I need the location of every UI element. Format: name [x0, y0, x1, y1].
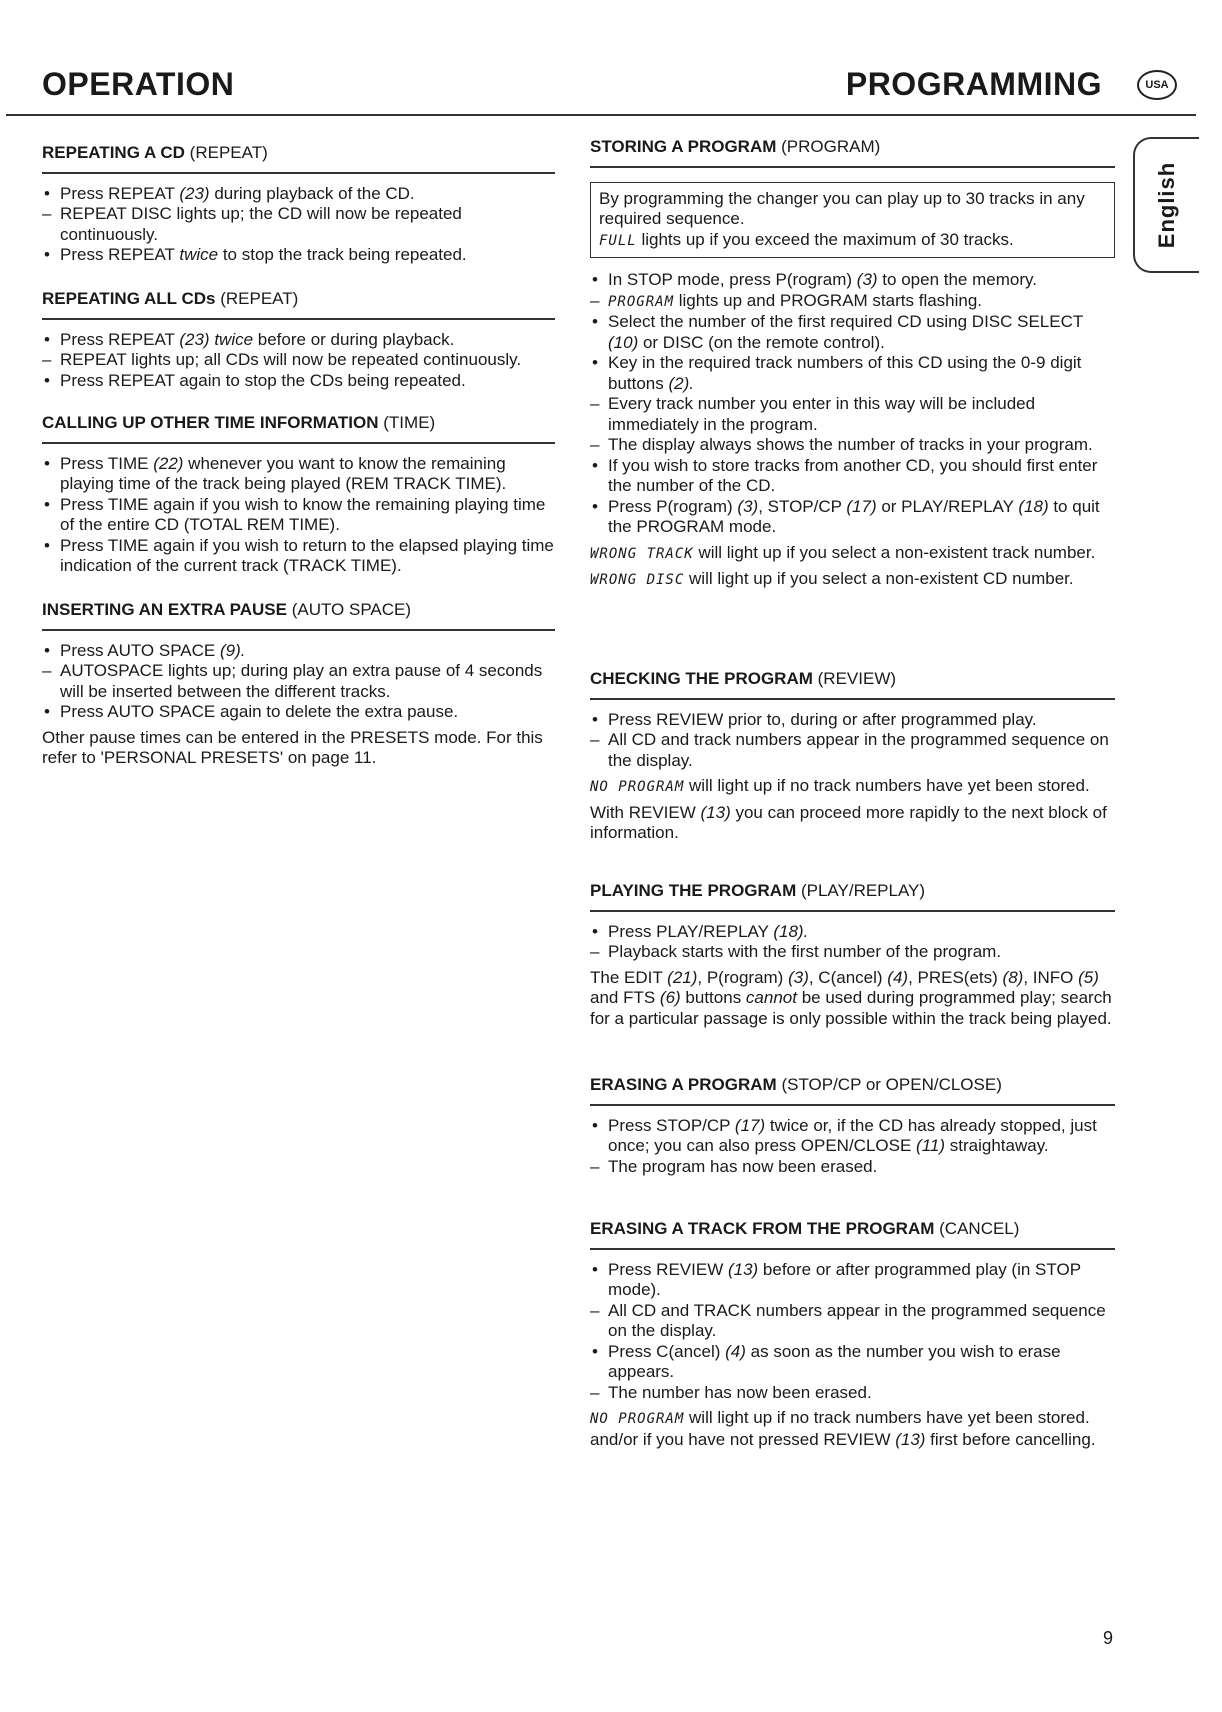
- list-item: [590, 497, 1115, 538]
- text-run: and FTS: [590, 988, 660, 1007]
- text-run: twice: [179, 245, 219, 264]
- section-playing-the-program: [590, 881, 1115, 1029]
- heading-title: INSERTING AN EXTRA PAUSE: [42, 600, 287, 619]
- text-run: (4): [725, 1341, 746, 1361]
- section-heading: [590, 137, 1115, 168]
- text-run: be used during programmed play; search for a particular passage is only possible within the track being played.: [590, 988, 1112, 1028]
- text-run: Other pause times can be entered in the PRESETS mode. For this refer to 'PERSONAL PRESETS' on page 11.: [42, 727, 543, 767]
- heading-title: PLAYING THE PROGRAM: [590, 881, 797, 900]
- text-run: All CD and TRACK numbers appear in the programmed sequence on the display.: [608, 1300, 1106, 1340]
- list-item: [42, 661, 555, 702]
- heading-subtitle: (PLAY/REPLAY): [800, 881, 926, 900]
- text-run: twice or, if the CD has already stopped, just once; you can also press OPEN/CLOSE: [608, 1115, 1097, 1155]
- lcd-display-text: NO PROGRAM: [590, 1411, 685, 1427]
- list-item: [42, 536, 555, 577]
- section-title-programming: PROGRAMMING: [845, 66, 1102, 102]
- text-run: Press C(ancel): [608, 1341, 726, 1361]
- text-run: With REVIEW: [590, 802, 701, 822]
- lcd-display-text: PROGRAM: [608, 293, 675, 310]
- text-run: Press REPEAT: [60, 183, 180, 203]
- list-item: [42, 204, 555, 245]
- section-heading: [42, 600, 555, 631]
- text-run: (5): [1078, 967, 1099, 987]
- language-tab-label: English: [1154, 161, 1179, 249]
- text-run: REPEAT DISC lights up; the CD will now be repeated continuously.: [60, 204, 462, 244]
- lcd-display-text: NO PROGRAM: [590, 779, 685, 795]
- text-run: Press PLAY/REPLAY: [608, 921, 774, 941]
- section-erasing-a-program: [590, 1075, 1115, 1177]
- heading-subtitle: (REPEAT): [189, 143, 268, 162]
- list-item: [590, 394, 1115, 435]
- text-run: Every track number you enter in this way will be included immediately in the program.: [608, 394, 1036, 434]
- text-run: first before cancelling.: [925, 1429, 1096, 1449]
- list-item: [590, 270, 1115, 291]
- text-run: , PRES(ets): [908, 967, 1003, 987]
- text-run: (3): [788, 967, 809, 987]
- list-item: [590, 1260, 1115, 1301]
- text-run: (6): [659, 988, 681, 1007]
- section-heading: [42, 289, 555, 320]
- text-run: (13): [700, 802, 731, 822]
- section-heading: [590, 669, 1115, 700]
- list-item: [590, 291, 1115, 313]
- text-run: If you wish to store tracks from another CD, you should first enter the number of the CD.: [608, 455, 1098, 495]
- heading-subtitle: (REPEAT): [220, 289, 299, 308]
- paragraph: [590, 803, 1115, 844]
- text-run: The program has now been erased.: [608, 1156, 878, 1176]
- text-run: All CD and track numbers appear in the programmed sequence on the display.: [608, 730, 1109, 770]
- list-item: [42, 245, 555, 266]
- list-item: [42, 330, 555, 351]
- text-run: Press TIME again if you wish to return to the elapsed playing time indication of the current track (TRACK TIME).: [60, 535, 554, 575]
- list-item: [590, 710, 1115, 731]
- section-heading: [590, 881, 1115, 912]
- heading-subtitle: (TIME): [383, 413, 436, 432]
- page-number: 9: [1103, 1628, 1114, 1648]
- text-run: to stop the track being repeated.: [218, 245, 467, 264]
- text-run: to quit the PROGRAM mode.: [608, 496, 1100, 536]
- list-item: [590, 1301, 1115, 1342]
- text-run: Playback starts with the first number of the program.: [608, 942, 1002, 961]
- paragraph: [590, 776, 1115, 798]
- text-run: The display always shows the number of tracks in your program.: [608, 435, 1093, 454]
- text-run: straightaway.: [945, 1136, 1049, 1155]
- heading-title: ERASING A TRACK FROM THE PROGRAM: [590, 1219, 935, 1238]
- text-run: as soon as the number you wish to erase appears.: [608, 1341, 1061, 1381]
- text-run: (18).: [773, 921, 809, 941]
- text-run: (2).: [668, 373, 694, 393]
- section-heading: [590, 1075, 1115, 1106]
- paragraph: [590, 1408, 1115, 1450]
- text-run: lights up if you exceed the maximum of 30 tracks.: [636, 229, 1014, 249]
- text-run: Press AUTO SPACE: [60, 640, 220, 660]
- heading-title: REPEATING A CD: [42, 143, 185, 162]
- text-run: Press TIME: [60, 453, 154, 473]
- section-storing-a-program: [590, 137, 1115, 591]
- section-title-operation: OPERATION: [42, 66, 235, 102]
- section-heading: [590, 1219, 1115, 1250]
- text-run: (10): [608, 332, 639, 352]
- paragraph: [590, 543, 1115, 565]
- paragraph: [42, 728, 555, 769]
- section-inserting-an-extra-pause: [42, 600, 555, 769]
- text-run: (13): [895, 1429, 926, 1449]
- paragraph: [590, 968, 1115, 1030]
- heading-title: REPEATING ALL CDs: [42, 289, 216, 308]
- info-box: [590, 182, 1115, 259]
- text-run: The EDIT: [590, 967, 668, 987]
- text-run: , STOP/CP: [758, 496, 847, 516]
- section-repeating-a-cd: [42, 143, 555, 266]
- text-run: (18): [1018, 496, 1049, 516]
- heading-subtitle: (CANCEL): [939, 1219, 1020, 1238]
- heading-title: CHECKING THE PROGRAM: [590, 669, 813, 688]
- list-item: [590, 1116, 1115, 1157]
- list-item: [590, 942, 1115, 963]
- list-item: [42, 454, 555, 495]
- text-run: Key in the required track numbers of this CD using the 0-9 digit buttons: [608, 353, 1082, 393]
- text-run: Press P(rogram): [608, 496, 738, 516]
- text-run: before or after programmed play (in STOP mode).: [608, 1259, 1081, 1299]
- text-run: The number has now been erased.: [608, 1382, 872, 1402]
- text-run: will light up if you select a non-existent track number.: [693, 542, 1096, 562]
- text-run: (11): [916, 1136, 946, 1155]
- paragraph: [590, 569, 1115, 591]
- text-run: Press AUTO SPACE again to delete the extra pause.: [60, 702, 459, 721]
- lcd-display-text: WRONG TRACK: [590, 545, 694, 562]
- list-item: [42, 371, 555, 392]
- text-run: (22): [153, 453, 184, 473]
- text-run: to open the memory.: [877, 270, 1037, 289]
- list-item: [42, 184, 555, 205]
- text-run: , P(rogram): [697, 967, 789, 987]
- list-item: [42, 495, 555, 536]
- section-heading: [42, 413, 555, 444]
- text-run: (13): [727, 1259, 759, 1279]
- list-item: [590, 456, 1115, 497]
- text-run: (17): [734, 1115, 766, 1135]
- heading-title: ERASING A PROGRAM: [590, 1075, 777, 1094]
- text-run: you can proceed more rapidly to the next block of information.: [590, 802, 1107, 842]
- heading-subtitle: (AUTO SPACE): [291, 600, 412, 619]
- text-run: , C(ancel): [808, 967, 888, 987]
- list-item: [590, 1383, 1115, 1404]
- list-item: [590, 1157, 1115, 1178]
- text-run: Press REPEAT: [60, 245, 180, 264]
- section-erasing-a-track-from-the-program: [590, 1219, 1115, 1450]
- section-checking-the-program: [590, 669, 1115, 844]
- list-item: [590, 312, 1115, 353]
- list-item: [590, 435, 1115, 456]
- text-run: buttons: [680, 988, 746, 1007]
- heading-title: CALLING UP OTHER TIME INFORMATION: [42, 413, 379, 432]
- text-run: or DISC (on the remote control).: [638, 332, 885, 352]
- section-heading: [42, 143, 555, 174]
- text-run: cannot: [745, 988, 797, 1007]
- text-run: Press REVIEW: [608, 1259, 728, 1279]
- text-run: (4): [887, 967, 909, 987]
- text-run: (17): [846, 496, 877, 516]
- list-item: [42, 350, 555, 371]
- heading-subtitle: (PROGRAM): [781, 137, 881, 156]
- language-tab: [1133, 137, 1199, 273]
- text-run: (8): [1002, 967, 1024, 987]
- list-item: [590, 922, 1115, 943]
- text-run: , INFO: [1023, 967, 1079, 987]
- text-run: Press REPEAT: [60, 329, 180, 349]
- text-run: will light up if no track numbers have yet been stored.: [684, 776, 1090, 795]
- usa-region-badge: USA: [1137, 70, 1177, 100]
- text-run: Press REPEAT again to stop the CDs being repeated.: [60, 370, 466, 390]
- text-run: (21): [667, 967, 698, 987]
- list-item: [590, 1342, 1115, 1383]
- list-item: [42, 702, 555, 723]
- text-run: will light up if you select a non-existent CD number.: [684, 569, 1074, 588]
- text-run: (3): [737, 496, 759, 516]
- text-run: In STOP mode, press P(rogram): [608, 270, 857, 289]
- list-item: [590, 730, 1115, 771]
- text-run: during playback of the CD.: [209, 183, 415, 203]
- text-run: (23) twice: [179, 329, 254, 349]
- list-item: [590, 353, 1115, 394]
- text-run: before or during playback.: [253, 329, 455, 349]
- text-run: (3): [856, 270, 878, 289]
- text-run: Select the number of the first required CD using DISC SELECT: [608, 312, 1083, 331]
- section-calling-up-other-time-information: [42, 413, 555, 577]
- text-run: or PLAY/REPLAY: [876, 496, 1019, 516]
- heading-subtitle: (STOP/CP or OPEN/CLOSE): [781, 1075, 1002, 1094]
- text-run: AUTOSPACE lights up; during play an extra pause of 4 seconds will be inserted between the different tracks.: [60, 661, 543, 701]
- heading-subtitle: (REVIEW): [817, 669, 897, 688]
- text-run: lights up and PROGRAM starts flashing.: [674, 290, 983, 310]
- text-run: whenever you want to know the remaining playing time of the track being played (REM TRACK TIME).: [60, 453, 507, 493]
- header-rule: [6, 114, 1196, 116]
- lcd-display-text: FULL: [599, 232, 637, 249]
- heading-title: STORING A PROGRAM: [590, 137, 777, 156]
- text-run: By programming the changer you can play up to 30 tracks in any required sequence.: [599, 188, 1085, 228]
- text-run: (9).: [219, 640, 246, 660]
- text-run: REPEAT lights up; all CDs will now be repeated continuously.: [60, 350, 522, 369]
- text-run: Press TIME again if you wish to know the remaining playing time of the entire CD (TOTAL REM TIME).: [60, 494, 546, 534]
- list-item: [42, 641, 555, 662]
- text-run: (23): [179, 183, 210, 203]
- lcd-display-text: WRONG DISC: [590, 572, 685, 588]
- text-run: Press REVIEW prior to, during or after programmed play.: [608, 709, 1037, 729]
- text-run: Press STOP/CP: [608, 1115, 735, 1135]
- section-repeating-all-cds: [42, 289, 555, 391]
- text-run: will light up if no track numbers have yet been stored. and/or if you have not pressed REVIEW: [590, 1408, 1090, 1449]
